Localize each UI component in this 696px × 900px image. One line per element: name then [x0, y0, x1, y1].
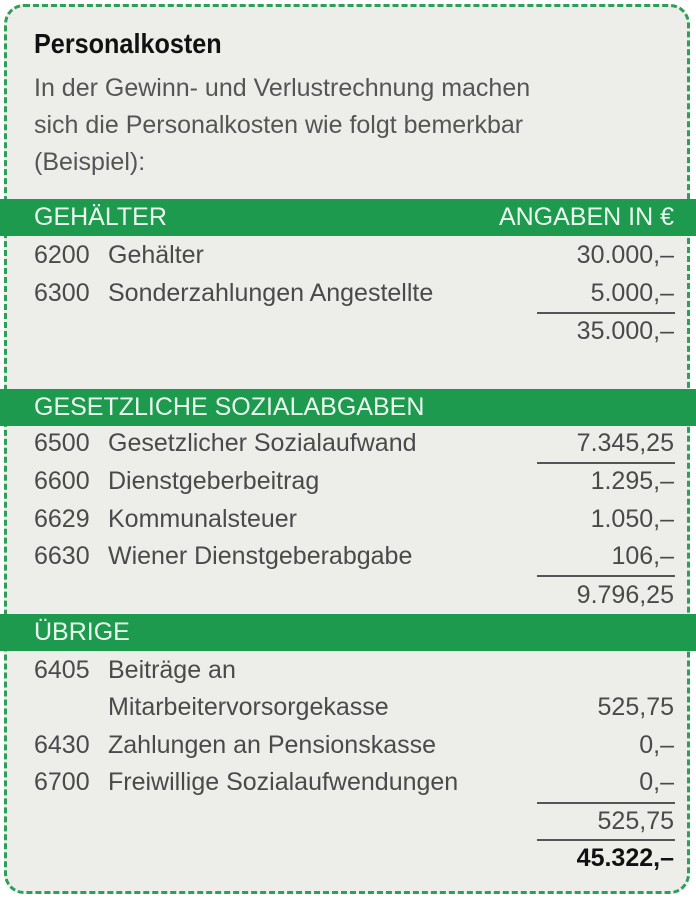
- account-desc: Freiwillige Sozialaufwendungen: [108, 768, 459, 796]
- table-row: [0, 463, 696, 500]
- amount: 0,–: [639, 768, 674, 796]
- table-row: [0, 275, 696, 312]
- table-row: [0, 764, 696, 801]
- amount: 1.295,–: [590, 467, 674, 495]
- intro-line: (Beispiel):: [34, 148, 146, 176]
- amount: 0,–: [639, 731, 674, 759]
- intro-line: sich die Personalkosten wie folgt bemerkbar: [34, 111, 524, 139]
- intro-text: [34, 70, 674, 181]
- subtotal: 525,75: [597, 807, 674, 835]
- intro-line: In der Gewinn- und Verlustrechnung machen: [34, 74, 531, 102]
- grand-total-row: [0, 840, 696, 877]
- account-desc: Zahlungen an Pensionskasse: [108, 731, 437, 759]
- account-desc: Kommunalsteuer: [108, 505, 297, 533]
- section-heading: ÜBRIGE: [34, 618, 130, 646]
- subtotal: 9.796,25: [576, 581, 674, 609]
- account-desc: Dienstgeberbeitrag: [108, 467, 320, 495]
- page-title: Personalkosten: [34, 28, 222, 59]
- account-desc: Wiener Dienstgeberabgabe: [108, 542, 413, 570]
- subtotal-row: [0, 803, 696, 840]
- amount: 5.000,–: [590, 279, 674, 307]
- section-heading: GEHÄLTER: [34, 203, 167, 231]
- account-code: 6405: [34, 656, 90, 684]
- amount: 525,75: [597, 693, 674, 721]
- account-code: 6600: [34, 467, 90, 495]
- account-code: 6629: [34, 505, 90, 533]
- account-code: 6300: [34, 279, 90, 307]
- account-desc: Beiträge an: [108, 656, 236, 684]
- account-code: 6200: [34, 241, 90, 269]
- account-desc: Sonderzahlungen Angestellte: [108, 279, 434, 307]
- subtotal-row: [0, 313, 696, 350]
- subtotal-row: [0, 577, 696, 614]
- table-row: [0, 501, 696, 538]
- account-desc: Gesetzlicher Sozialaufwand: [108, 429, 417, 457]
- table-row: [0, 689, 696, 726]
- table-row: [0, 425, 696, 462]
- section-heading: GESETZLICHE SOZIALABGABEN: [34, 393, 425, 421]
- amount: 30.000,–: [576, 241, 674, 269]
- table-row: [0, 538, 696, 575]
- account-desc: Gehälter: [108, 241, 204, 269]
- grand-total: 45.322,–: [576, 844, 674, 872]
- account-code: 6430: [34, 731, 90, 759]
- account-code: 6700: [34, 768, 90, 796]
- section-header-uebrige: [0, 614, 696, 651]
- table-row: [0, 652, 696, 689]
- section-header-gehaelter: [0, 199, 696, 236]
- account-code: 6500: [34, 429, 90, 457]
- unit-note: ANGABEN IN €: [498, 203, 674, 231]
- account-code: 6630: [34, 542, 90, 570]
- subtotal: 35.000,–: [576, 317, 674, 345]
- amount: 7.345,25: [576, 429, 674, 457]
- table-row: [0, 237, 696, 274]
- amount: 1.050,–: [590, 505, 674, 533]
- amount: 106,–: [611, 542, 674, 570]
- section-header-sozialabgaben: [0, 389, 696, 426]
- account-desc-continued: Mitarbeitervorsorgekasse: [108, 693, 389, 721]
- table-row: [0, 727, 696, 764]
